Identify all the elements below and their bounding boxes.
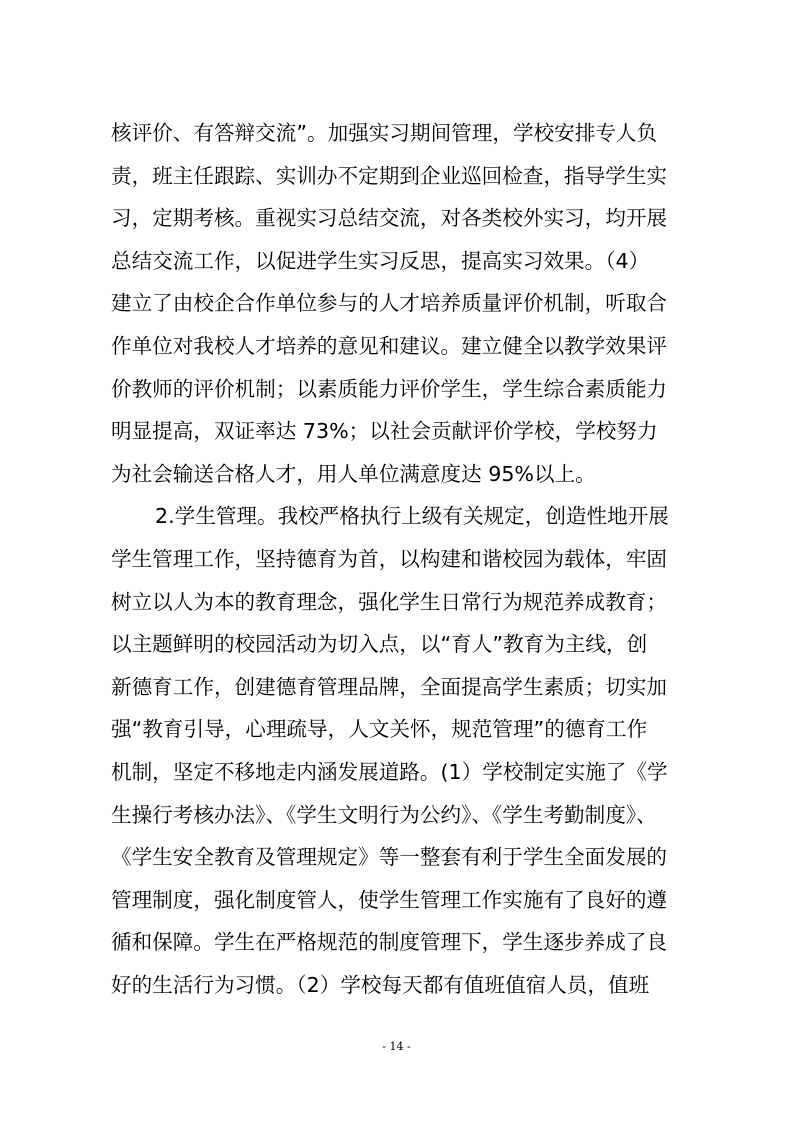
text-line: 机制，坚定不移地走内涵发展道路。(1）学校制定实施了《学 [111,759,668,784]
text-line: 习，定期考核。重视实习总结交流，对各类校外实习，均开展 [111,206,668,231]
text-line: 以主题鲜明的校园活动为切入点，以“育人”教育为主线，创 [111,632,648,657]
text-line: 总结交流工作，以促进学生实习反思，提高实习效果。（4） [111,248,650,273]
text-line: 建立了由校企合作单位参与的人才培养质量评价机制，听取合 [111,291,668,316]
text-line: 强“教育引导，心理疏导，人文关怀，规范管理”的德育工作 [111,717,648,742]
text-line: 核评价、有答辩交流”。加强实习期间管理，学校安排专人负 [111,121,658,145]
text-line: 价教师的评价机制；以素质能力评价学生，学生综合素质能力 [111,376,668,401]
text-line: 为社会输送合格人才，用人单位满意度达 95%以上。 [111,461,596,486]
text-line: 循和保障。学生在严格规范的制度管理下，学生逐步养成了良 [111,930,668,955]
text-line: 树立以人为本的教育理念，强化学生日常行为规范养成教育； [111,589,668,614]
text-line: 明显提高，双证率达 73%；以社会贡献评价学校，学校努力 [111,419,658,444]
paragraph-start-line: 2.学生管理。我校严格执行上级有关规定，创造性地开展 [155,504,669,529]
text-line: 新德育工作，创建德育管理品牌，全面提高学生素质；切实加 [111,674,668,699]
text-line: 管理制度，强化制度管人，使学生管理工作实施有了良好的遵 [111,887,668,912]
text-line: 责，班主任跟踪、实训办不定期到企业巡回检查，指导学生实 [111,163,668,188]
text-line: 好的生活行为习惯。（2）学校每天都有值班值宿人员，值班 [111,972,650,997]
text-line: 作单位对我校人才培养的意见和建议。建立健全以教学效果评 [111,333,668,358]
text-line: 《学生安全教育及管理规定》等一整套有利于学生全面发展的 [111,845,668,870]
body-text [111,112,691,1006]
text-line: 生操行考核办法》、《学生文明行为公约》、《学生考勤制度》、 [111,802,657,827]
page-number: - 14 - [382,1040,411,1053]
text-line: 学生管理工作，坚持德育为首，以构建和谐校园为载体，牢固 [111,546,668,571]
